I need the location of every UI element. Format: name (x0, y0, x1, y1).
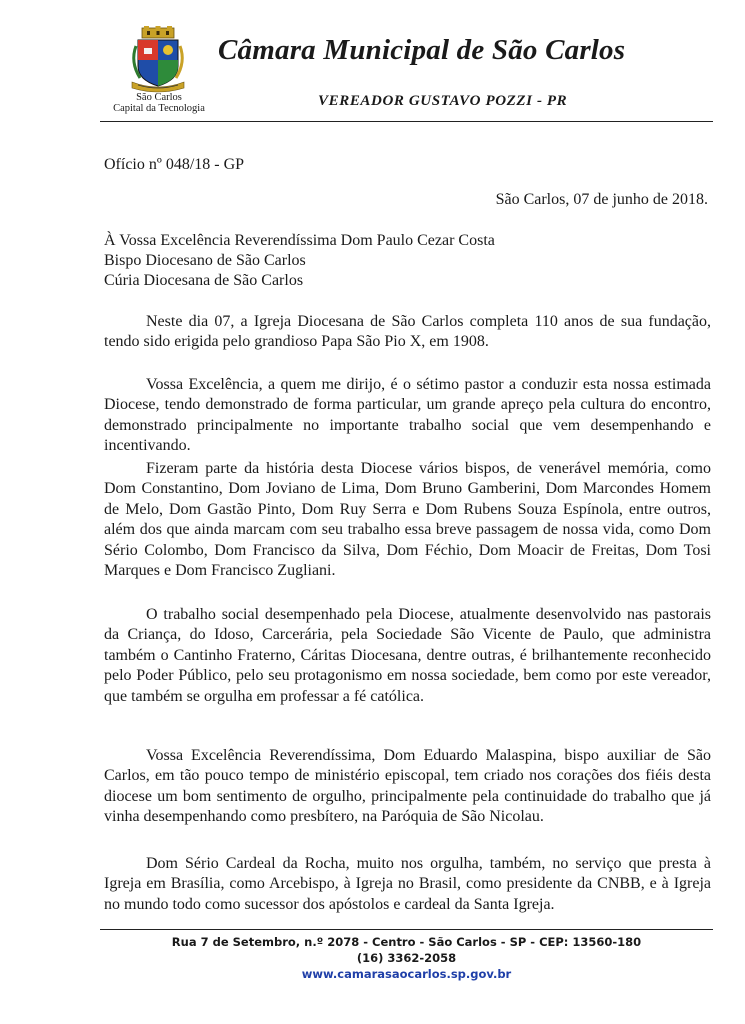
footer-divider (100, 929, 713, 930)
recipient-line: Cúria Diocesana de São Carlos (104, 272, 304, 289)
footer (100, 934, 713, 982)
crest-caption-motto: Capital da Tecnologia (113, 103, 205, 114)
body-paragraph: O trabalho social desempenhado pela Diocese, atualmente desenvolvido nas pastorais da Criança, do Idoso, Carcerária, pela Sociedade São Vicente de Paulo, que administra também o Cantinho Fraterno, Cáritas Diocesana, dentre outras, é brilhantemente reconhecido pelo Poder Público, pelo seu protagonismo em nossa sociedade, bem como por este vereador, que também se orgulha em professar a fé católica. (104, 606, 711, 705)
body-paragraph: Vossa Excelência Reverendíssima, Dom Eduardo Malaspina, bispo auxiliar de São Carlos, em tão pouco tempo de ministério episcopal, tem criado nos corações dos fiéis desta diocese um bom sentimento de orgulho, principalmente pela continuidade do trabalho que já vinha desempenhando como presbítero, na Paróquia de São Nicolau. (104, 747, 711, 826)
letter-reference: Ofício nº 048/18 - GP (104, 156, 245, 173)
recipient-line: À Vossa Excelência Reverendíssima Dom Paulo Cezar Costa (104, 232, 495, 249)
body-paragraph: Vossa Excelência, a quem me dirijo, é o sétimo pastor a conduzir esta nossa estimada Diocese, tendo demonstrado de forma particular, um grande apreço pela cultura do encontro, demonstrado principalmente no importante trabalho social que vem desempenhando e incentivando. (104, 376, 711, 455)
body-paragraph: Neste dia 07, a Igreja Diocesana de São Carlos completa 110 anos de sua fundação, tendo sido erigida pelo grandioso Papa São Pio X, em 1908. (104, 313, 711, 351)
crest-caption (104, 92, 214, 114)
footer-website-link[interactable]: www.camarasaocarlos.sp.gov.br (301, 967, 512, 981)
header-divider (100, 121, 713, 122)
recipient-block (104, 231, 495, 291)
letter-date: São Carlos, 07 de junho de 2018. (495, 191, 708, 208)
footer-address: Rua 7 de Setembro, n.º 2078 - Centro - São Carlos - SP - CEP: 13560-180 (171, 935, 642, 949)
crest-caption-city: São Carlos (136, 92, 182, 103)
body-paragraph: Fizeram parte da história desta Diocese vários bispos, de venerável memória, como Dom Constantino, Dom Joviano de Lima, Dom Bruno Gamberini, Dom Marcondes Homem de Melo, Dom Gastão Pinto, Dom Ruy Serra e Dom Rubens Souza Espínola, entre outros, além dos que ainda marcam com seu trabalho essa breve passagem de nossa vida, como Dom Sério Colombo, Dom Francisco da Silva, Dom Féchio, Dom Moacir de Freitas, Dom Tosi Marques e Dom Francisco Zugliani. (104, 460, 711, 580)
body-paragraph: Dom Sério Cardeal da Rocha, muito nos orgulha, também, no serviço que presta à Igreja em Brasília, como Arcebispo, à Igreja no Brasil, como presidente da CNBB, e à Igreja no mundo todo como sucessor dos apóstolos e cardeal da Santa Igreja. (104, 855, 711, 913)
chamber-title: Câmara Municipal de São Carlos (218, 34, 626, 66)
councilman-subtitle: VEREADOR GUSTAVO POZZI - PR (318, 93, 568, 109)
coat-of-arms-icon (128, 26, 188, 94)
recipient-line: Bispo Diocesano de São Carlos (104, 252, 306, 269)
footer-phone: (16) 3362-2058 (356, 951, 457, 965)
